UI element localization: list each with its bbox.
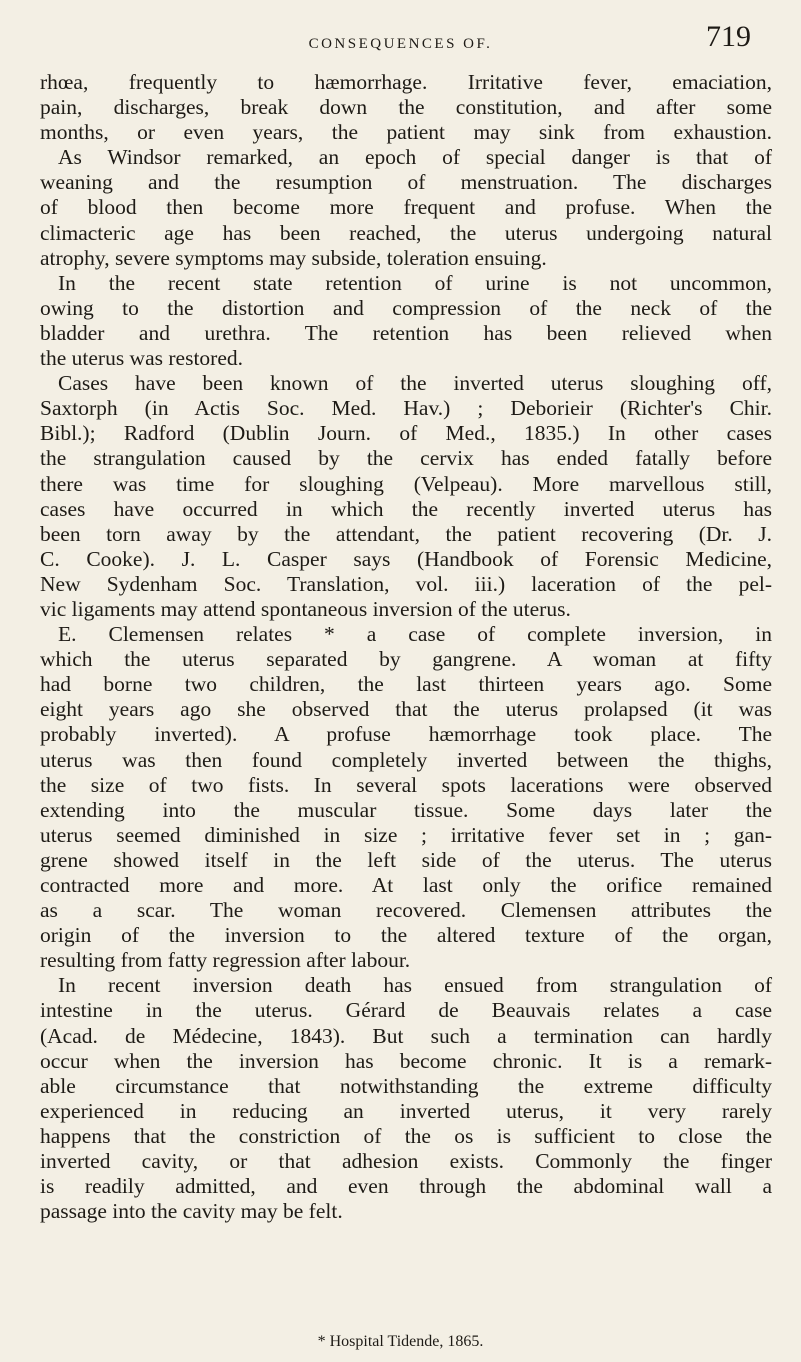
text-line: grene showed itself in the left side of the uterus. The uterus — [40, 847, 772, 872]
text-line: been torn away by the attendant, the patient recovering (Dr. J. — [40, 521, 772, 546]
text-line: Cases have been known of the inverted uterus sloughing off, — [58, 371, 772, 396]
text-line: had borne two children, the last thirteen years ago. Some — [40, 672, 772, 697]
text-line: the uterus was restored. — [40, 346, 243, 371]
text-line: the size of two fists. In several spots lacerations were observed — [40, 772, 772, 797]
text-line: bladder and urethra. The retention has been relieved when — [40, 320, 772, 345]
text-line: passage into the cavity may be felt. — [40, 1199, 343, 1224]
text-line: vic ligaments may attend spontaneous inversion of the uterus. — [40, 596, 571, 621]
text-line: able circumstance that notwithstanding the extreme difficulty — [40, 1073, 772, 1098]
text-line: months, or even years, the patient may sink from exhaustion. — [40, 120, 772, 145]
text-line: cases have occurred in which the recently inverted uterus has — [40, 496, 772, 521]
text-line: origin of the inversion to the altered texture of the organ, — [40, 923, 772, 948]
text-line: climacteric age has been reached, the uterus undergoing natural — [40, 220, 772, 245]
text-line: intestine in the uterus. Gérard de Beauvais relates a case — [40, 998, 772, 1023]
text-line: is readily admitted, and even through the abdominal wall a — [40, 1174, 772, 1199]
text-line: In the recent state retention of urine is not uncommon, — [58, 270, 772, 295]
text-line: owing to the distortion and compression of the neck of the — [40, 295, 772, 320]
text-line: as a scar. The woman recovered. Clemensen attributes the — [40, 898, 772, 923]
text-line: New Sydenham Soc. Translation, vol. iii.) laceration of the pel- — [40, 571, 772, 596]
text-line: contracted more and more. At last only the orifice remained — [40, 873, 772, 897]
text-line: Saxtorph (in Actis Soc. Med. Hav.) ; Deborieir (Richter's Chir. — [40, 396, 772, 421]
text-line: Bibl.); Radford (Dublin Journ. of Med., 1835.) In other cases — [40, 421, 772, 446]
text-line: eight years ago she observed that the uterus prolapsed (it was — [40, 697, 772, 722]
text-line: rhœa, frequently to hæmorrhage. Irritative fever, emaciation, — [40, 70, 772, 94]
text-line: uterus was then found completely inverted between the thighs, — [40, 747, 772, 772]
text-line: there was time for sloughing (Velpeau). More marvellous still, — [40, 471, 772, 496]
text-line: of blood then become more frequent and profuse. When the — [40, 195, 772, 220]
page-number: 719 — [706, 20, 751, 53]
text-line: E. Clemensen relates * a case of complete inversion, in — [58, 622, 772, 647]
running-title: CONSEQUENCES OF. — [308, 36, 493, 52]
text-line: pain, discharges, break down the constitution, and after some — [40, 95, 772, 120]
text-line: C. Cooke). J. L. Casper says (Handbook of Forensic Medicine, — [40, 546, 772, 571]
text-line: weaning and the resumption of menstruation. The discharges — [40, 170, 772, 195]
footnote: * Hospital Tidende, 1865. — [317, 1333, 484, 1350]
text-line: experienced in reducing an inverted uterus, it very rarely — [40, 1098, 772, 1123]
text-line: atrophy, severe symptoms may subside, toleration ensuing. — [40, 245, 547, 270]
text-line: resulting from fatty regression after labour. — [40, 948, 411, 973]
text-line: inverted cavity, or that adhesion exists. Commonly the finger — [40, 1149, 772, 1174]
text-line: occur when the inversion has become chronic. It is a remark- — [40, 1048, 772, 1073]
text-line: probably inverted). A profuse hæmorrhage took place. The — [40, 722, 772, 747]
text-line: (Acad. de Médecine, 1843). But such a termination can hardly — [40, 1023, 772, 1048]
text-line: In recent inversion death has ensued from strangulation of — [58, 973, 772, 998]
text-line: As Windsor remarked, an epoch of special danger is that of — [58, 145, 772, 170]
text-line: happens that the constriction of the os is sufficient to close the — [40, 1123, 772, 1148]
running-head — [0, 20, 801, 60]
text-line: which the uterus separated by gangrene. A woman at fifty — [40, 647, 772, 672]
body-text — [40, 70, 772, 1224]
text-line: extending into the muscular tissue. Some days later the — [40, 797, 772, 822]
text-line: the strangulation caused by the cervix has ended fatally before — [40, 446, 772, 471]
text-line: uterus seemed diminished in size ; irritative fever set in ; gan- — [40, 822, 772, 847]
